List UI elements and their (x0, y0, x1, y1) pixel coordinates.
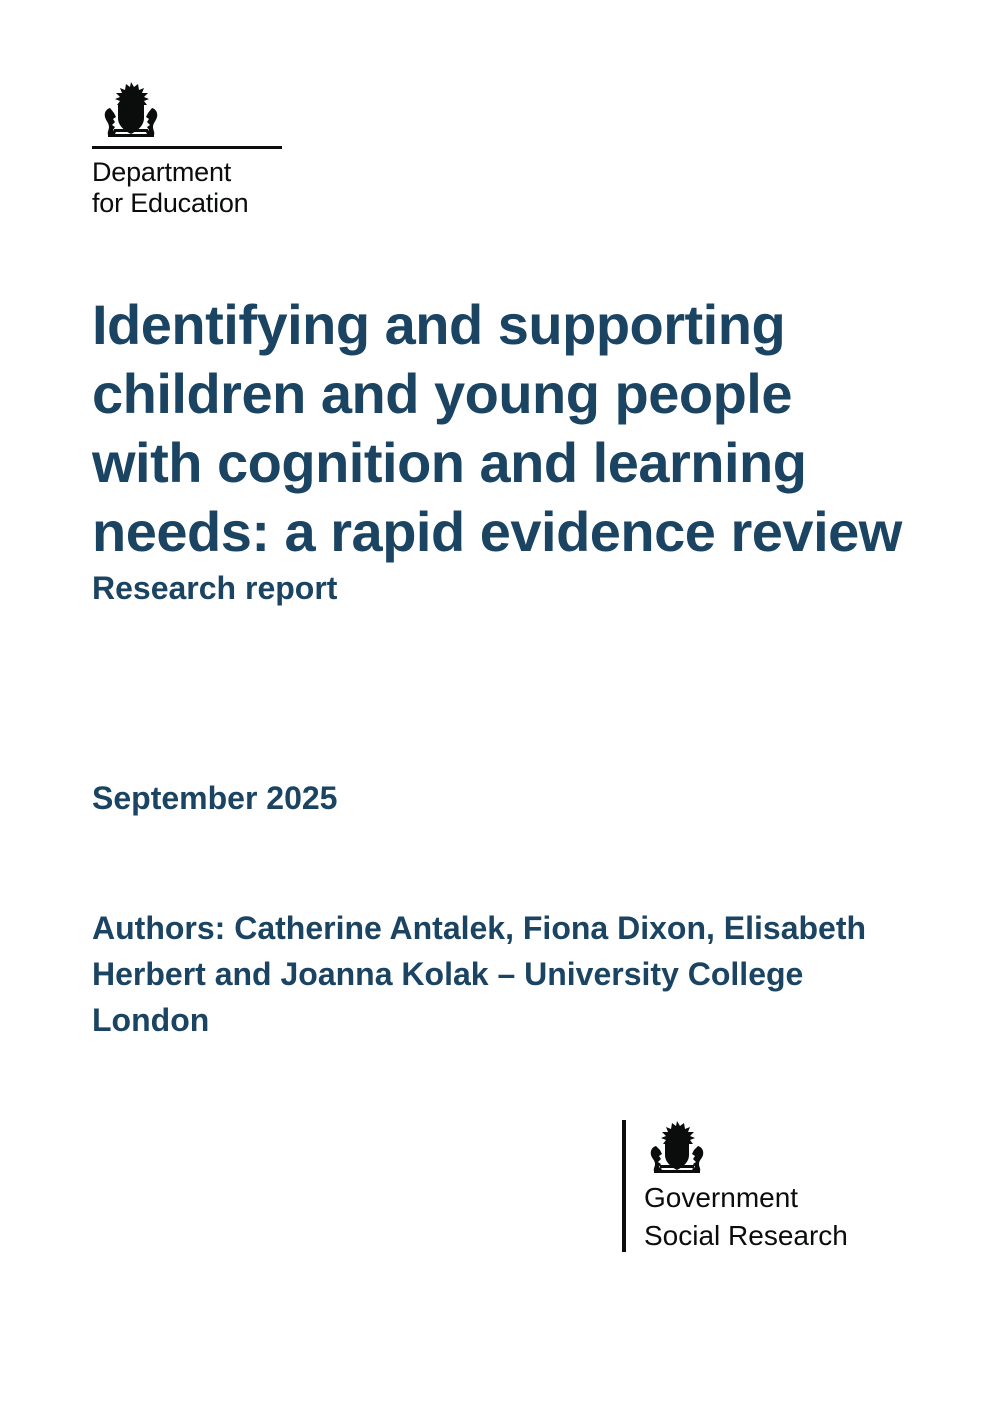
gsr-logo-line-1: Government (644, 1182, 799, 1213)
royal-crest-icon (100, 80, 162, 140)
department-for-education-logo (92, 80, 352, 219)
page-title: Identifying and supporting children and young people with cognition and learning needs: a rapid evidence review (92, 293, 902, 563)
title-block (92, 290, 902, 608)
department-logo-line-1: Department (92, 157, 232, 187)
logo-divider-rule (92, 146, 282, 149)
government-social-research-logo (622, 1120, 924, 1252)
authors-line: Authors: Catherine Antalek, Fiona Dixon, Elisabeth Herbert and Joanna Kolak – University College London (92, 910, 867, 1038)
publication-date: September 2025 (92, 780, 338, 816)
report-type-subtitle: Research report (92, 570, 338, 606)
gsr-logo-line-2: Social Research (644, 1220, 848, 1251)
royal-crest-icon (644, 1120, 710, 1176)
department-logo-line-2: for Education (92, 188, 249, 218)
